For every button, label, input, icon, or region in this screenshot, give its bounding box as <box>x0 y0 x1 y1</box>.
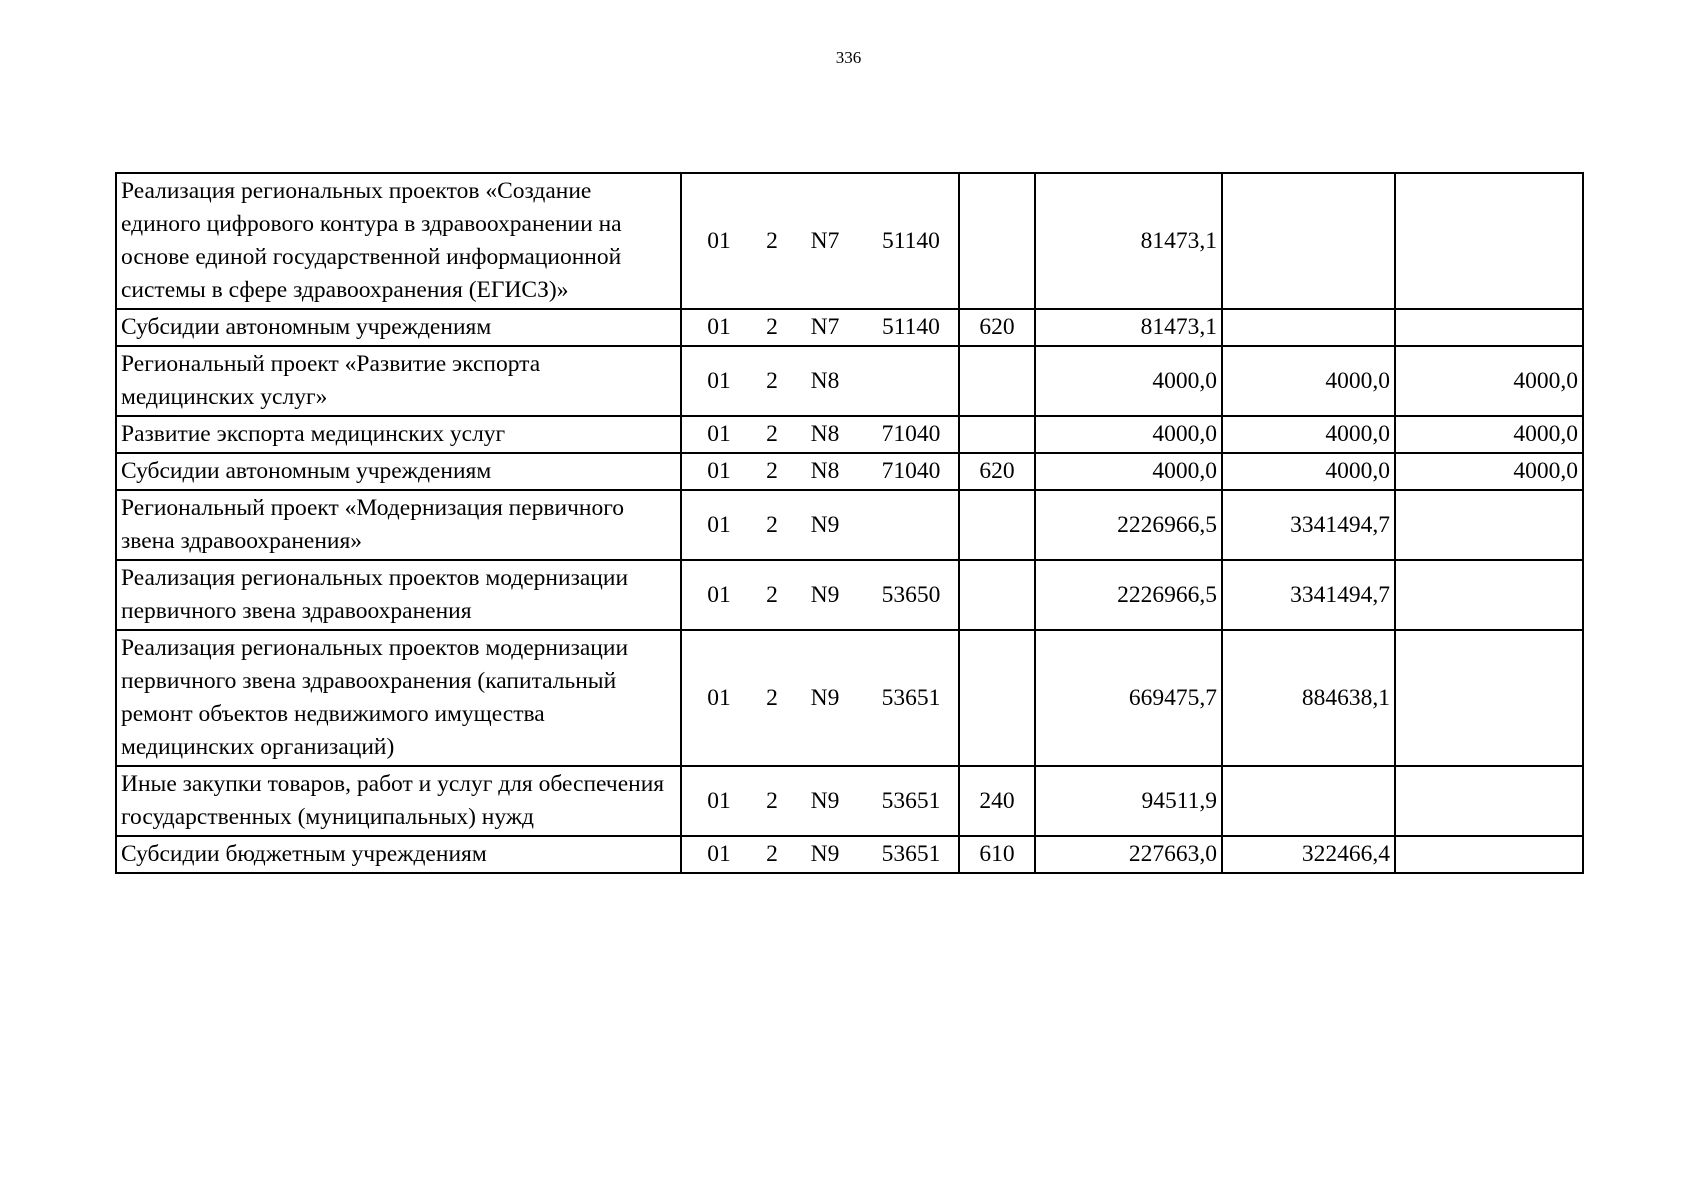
row-amount-2: 884638,1 <box>1222 630 1395 766</box>
code-3: N8 <box>810 367 840 394</box>
code-4: 71040 <box>881 421 941 447</box>
table-row <box>116 490 1583 560</box>
table-row <box>116 836 1583 873</box>
code-4: 51140 <box>882 227 940 254</box>
code-1: 01 <box>707 511 731 538</box>
table-row <box>116 453 1583 490</box>
code-4: 53651 <box>881 684 941 711</box>
row-expense-type <box>959 346 1035 416</box>
row-codes <box>681 453 959 490</box>
row-amount-2: 4000,0 <box>1222 453 1395 490</box>
code-3: N9 <box>810 841 840 867</box>
table-row <box>116 346 1583 416</box>
row-amount-2 <box>1222 766 1395 836</box>
row-amount-1: 94511,9 <box>1035 766 1222 836</box>
row-name: Реализация региональных проектов «Создание единого цифрового контура в здравоохранении на основе единой государственной информационной системы в сфере здравоохранения (ЕГИСЗ)» <box>116 173 681 309</box>
code-4: 53651 <box>881 841 941 867</box>
code-2: 2 <box>766 458 778 484</box>
code-2: 2 <box>766 684 778 711</box>
code-1: 01 <box>707 787 731 814</box>
code-2: 2 <box>766 511 778 538</box>
row-amount-3: 4000,0 <box>1395 416 1583 453</box>
code-1: 01 <box>707 581 731 608</box>
code-2: 2 <box>766 787 778 814</box>
row-expense-type <box>959 560 1035 630</box>
code-1: 01 <box>707 367 731 394</box>
row-name: Региональный проект «Развитие экспорта медицинских услуг» <box>116 346 681 416</box>
row-name: Реализация региональных проектов модернизации первичного звена здравоохранения <box>116 560 681 630</box>
code-4: 53650 <box>881 581 941 608</box>
row-amount-3 <box>1395 309 1583 346</box>
row-amount-3 <box>1395 490 1583 560</box>
budget-table-body <box>116 173 1583 873</box>
code-3: N9 <box>810 511 840 538</box>
row-amount-1: 2226966,5 <box>1035 560 1222 630</box>
table-row <box>116 560 1583 630</box>
row-amount-3: 4000,0 <box>1395 346 1583 416</box>
row-amount-1: 2226966,5 <box>1035 490 1222 560</box>
code-3: N9 <box>810 787 840 814</box>
row-name: Субсидии автономным учреждениям <box>116 453 681 490</box>
row-amount-3 <box>1395 766 1583 836</box>
row-codes <box>681 836 959 873</box>
code-1: 01 <box>707 314 731 340</box>
row-amount-1: 81473,1 <box>1035 173 1222 309</box>
row-codes <box>681 173 959 309</box>
row-name: Развитие экспорта медицинских услуг <box>116 416 681 453</box>
code-2: 2 <box>766 841 778 867</box>
code-2: 2 <box>766 421 778 447</box>
row-expense-type <box>959 490 1035 560</box>
row-expense-type <box>959 173 1035 309</box>
row-codes <box>681 560 959 630</box>
code-4: 53651 <box>881 787 941 814</box>
row-amount-2 <box>1222 173 1395 309</box>
code-3: N8 <box>810 421 840 447</box>
code-3: N9 <box>810 684 840 711</box>
row-amount-1: 4000,0 <box>1035 346 1222 416</box>
row-codes <box>681 766 959 836</box>
row-name: Субсидии бюджетным учреждениям <box>116 836 681 873</box>
code-4: 71040 <box>881 458 941 484</box>
code-1: 01 <box>707 458 731 484</box>
page-number: 336 <box>835 48 862 67</box>
row-codes <box>681 346 959 416</box>
code-4: 51140 <box>882 314 940 340</box>
row-expense-type <box>959 416 1035 453</box>
code-2: 2 <box>766 581 778 608</box>
row-amount-3 <box>1395 560 1583 630</box>
row-name: Реализация региональных проектов модернизации первичного звена здравоохранения (капитальный ремонт объектов недвижимого имущества медицинских организаций) <box>116 630 681 766</box>
code-1: 01 <box>707 227 731 254</box>
row-name: Региональный проект «Модернизация первичного звена здравоохранения» <box>116 490 681 560</box>
row-amount-3 <box>1395 630 1583 766</box>
code-2: 2 <box>766 227 778 254</box>
row-amount-2: 3341494,7 <box>1222 490 1395 560</box>
code-2: 2 <box>766 367 778 394</box>
table-row <box>116 766 1583 836</box>
row-amount-3 <box>1395 173 1583 309</box>
row-name: Субсидии автономным учреждениям <box>116 309 681 346</box>
code-3: N9 <box>810 581 840 608</box>
row-amount-1: 669475,7 <box>1035 630 1222 766</box>
row-amount-1: 4000,0 <box>1035 453 1222 490</box>
table-row <box>116 416 1583 453</box>
code-1: 01 <box>707 684 731 711</box>
row-codes <box>681 416 959 453</box>
row-codes <box>681 490 959 560</box>
row-name: Иные закупки товаров, работ и услуг для обеспечения государственных (муниципальных) нужд <box>116 766 681 836</box>
budget-table <box>115 172 1584 874</box>
row-amount-2: 4000,0 <box>1222 416 1395 453</box>
row-amount-1: 227663,0 <box>1035 836 1222 873</box>
row-expense-type: 240 <box>959 766 1035 836</box>
row-expense-type: 620 <box>959 453 1035 490</box>
code-3: N7 <box>810 314 840 340</box>
row-amount-3: 4000,0 <box>1395 453 1583 490</box>
row-amount-1: 4000,0 <box>1035 416 1222 453</box>
row-amount-2: 3341494,7 <box>1222 560 1395 630</box>
row-amount-2: 322466,4 <box>1222 836 1395 873</box>
row-codes <box>681 630 959 766</box>
table-row <box>116 630 1583 766</box>
table-row <box>116 309 1583 346</box>
row-amount-1: 81473,1 <box>1035 309 1222 346</box>
code-3: N7 <box>810 227 840 254</box>
table-row <box>116 173 1583 309</box>
row-codes <box>681 309 959 346</box>
row-amount-2: 4000,0 <box>1222 346 1395 416</box>
row-amount-2 <box>1222 309 1395 346</box>
code-2: 2 <box>766 314 778 340</box>
row-expense-type: 620 <box>959 309 1035 346</box>
row-amount-3 <box>1395 836 1583 873</box>
code-1: 01 <box>707 841 731 867</box>
row-expense-type: 610 <box>959 836 1035 873</box>
row-expense-type <box>959 630 1035 766</box>
code-1: 01 <box>707 421 731 447</box>
code-3: N8 <box>810 458 840 484</box>
